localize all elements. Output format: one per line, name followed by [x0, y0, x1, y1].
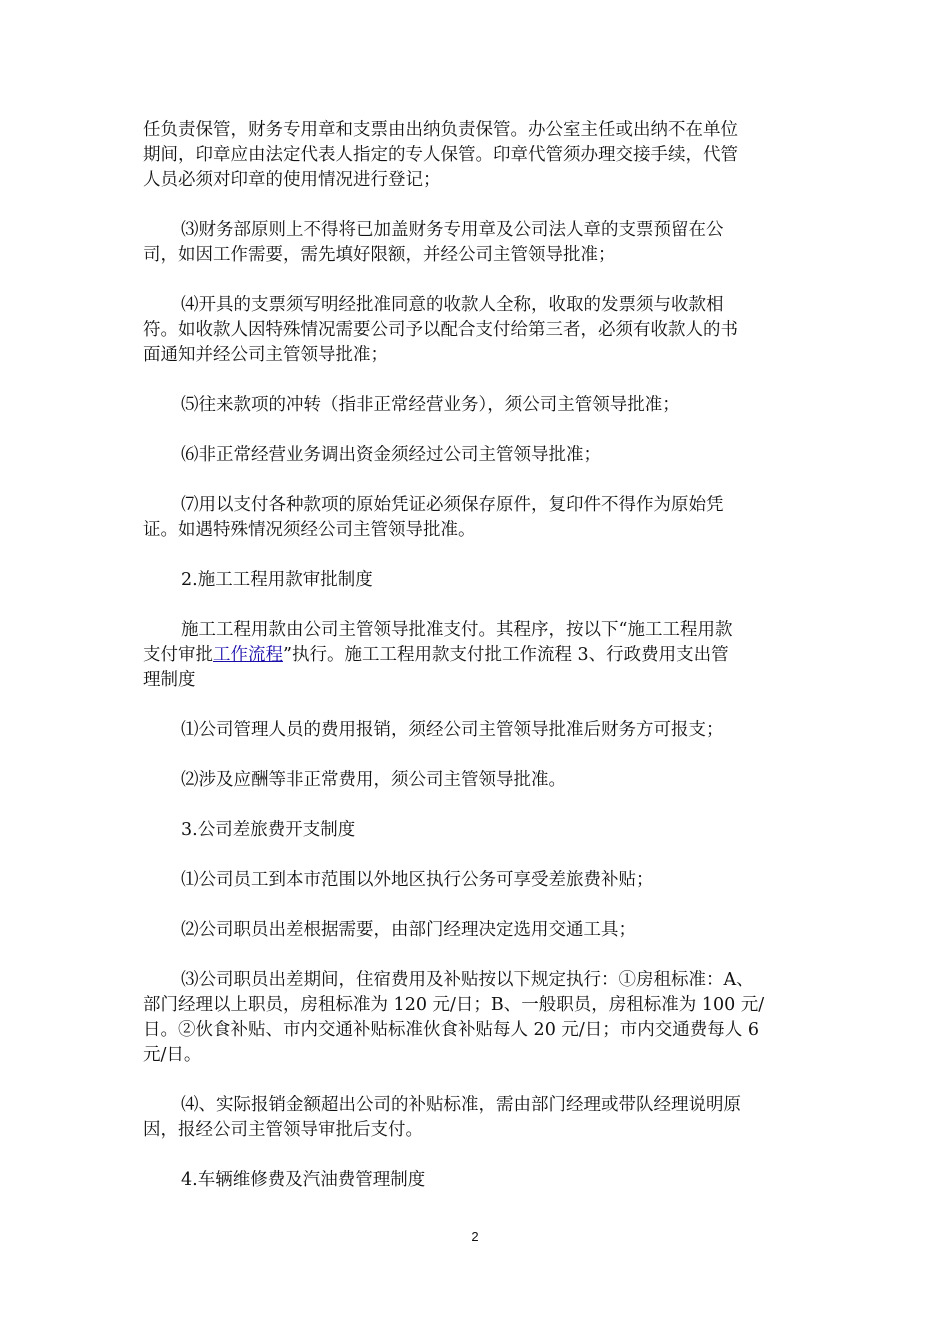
workflow-link[interactable]: 工作流程	[213, 645, 283, 665]
paragraph-travel-item-2: ⑵公司职员出差根据需要，由部门经理决定选用交通工具；	[181, 920, 636, 940]
paragraph-admin-item-2: ⑵涉及应酬等非正常费用，须公司主管领导批准。	[181, 770, 566, 790]
paragraph-seal-custody: 任负责保管，财务专用章和支票由出纳负责保管。办公室主任或出纳不在单位 期间，印章应由法定代表人指定的专人保管。印章代管须办理交接手续，代管 人员必须对印章的使用情况进行登记；	[143, 120, 738, 190]
construction-text-after-link: ”执行。施工工程用款支付批工作流程 3、行政费用支出管 理制度	[143, 645, 729, 690]
paragraph-admin-item-1: ⑴公司管理人员的费用报销，须经公司主管领导批准后财务方可报支；	[181, 720, 724, 740]
section-heading-travel-expense: 3.公司差旅费开支制度	[181, 820, 356, 840]
paragraph-item-5: ⑸往来款项的冲转（指非正常经营业务），须公司主管领导批准；	[181, 395, 680, 415]
paragraph-item-6: ⑹非正常经营业务调出资金须经过公司主管领导批准；	[181, 445, 601, 465]
paragraph-travel-item-1: ⑴公司员工到本市范围以外地区执行公务可享受差旅费补贴；	[181, 870, 654, 890]
section-heading-vehicle-fuel: 4.车辆维修费及汽油费管理制度	[181, 1170, 426, 1190]
paragraph-item-7: ⑺用以支付各种款项的原始凭证必须保存原件，复印件不得作为原始凭 证。如遇特殊情况须经公司主管领导批准。	[143, 495, 724, 540]
document-body	[143, 118, 813, 1218]
paragraph-item-4: ⑷开具的支票须写明经批准同意的收款人全称，收取的发票须与收款相 符。如收款人因特殊情况需要公司予以配合支付给第三者，必须有收款人的书 面通知并经公司主管领导批准；	[143, 295, 738, 365]
paragraph-travel-item-3: ⑶公司职员出差期间，住宿费用及补贴按以下规定执行：①房租标准：A、 部门经理以上职员，房租标准为 120 元/日；B、一般职员，房租标准为 100 元/ 日。②伙食补贴、市内交通补贴标准伙食补贴每人 20 元/日；市内交通费每人 6 元/日。	[143, 970, 765, 1065]
section-heading-construction-approval: 2.施工工程用款审批制度	[181, 570, 373, 590]
paragraph-construction-payment	[143, 618, 813, 693]
construction-text-before-link: 施工工程用款由公司主管领导批准支付。其程序，按以下“施工工程用款 支付审批	[143, 620, 733, 665]
paragraph-item-3: ⑶财务部原则上不得将已加盖财务专用章及公司法人章的支票预留在公 司，如因工作需要，需先填好限额，并经公司主管领导批准；	[143, 220, 724, 265]
page-number: 2	[471, 1229, 479, 1244]
paragraph-travel-item-4: ⑷、实际报销金额超出公司的补贴标准，需由部门经理或带队经理说明原 因，报经公司主管领导审批后支付。	[143, 1095, 741, 1140]
